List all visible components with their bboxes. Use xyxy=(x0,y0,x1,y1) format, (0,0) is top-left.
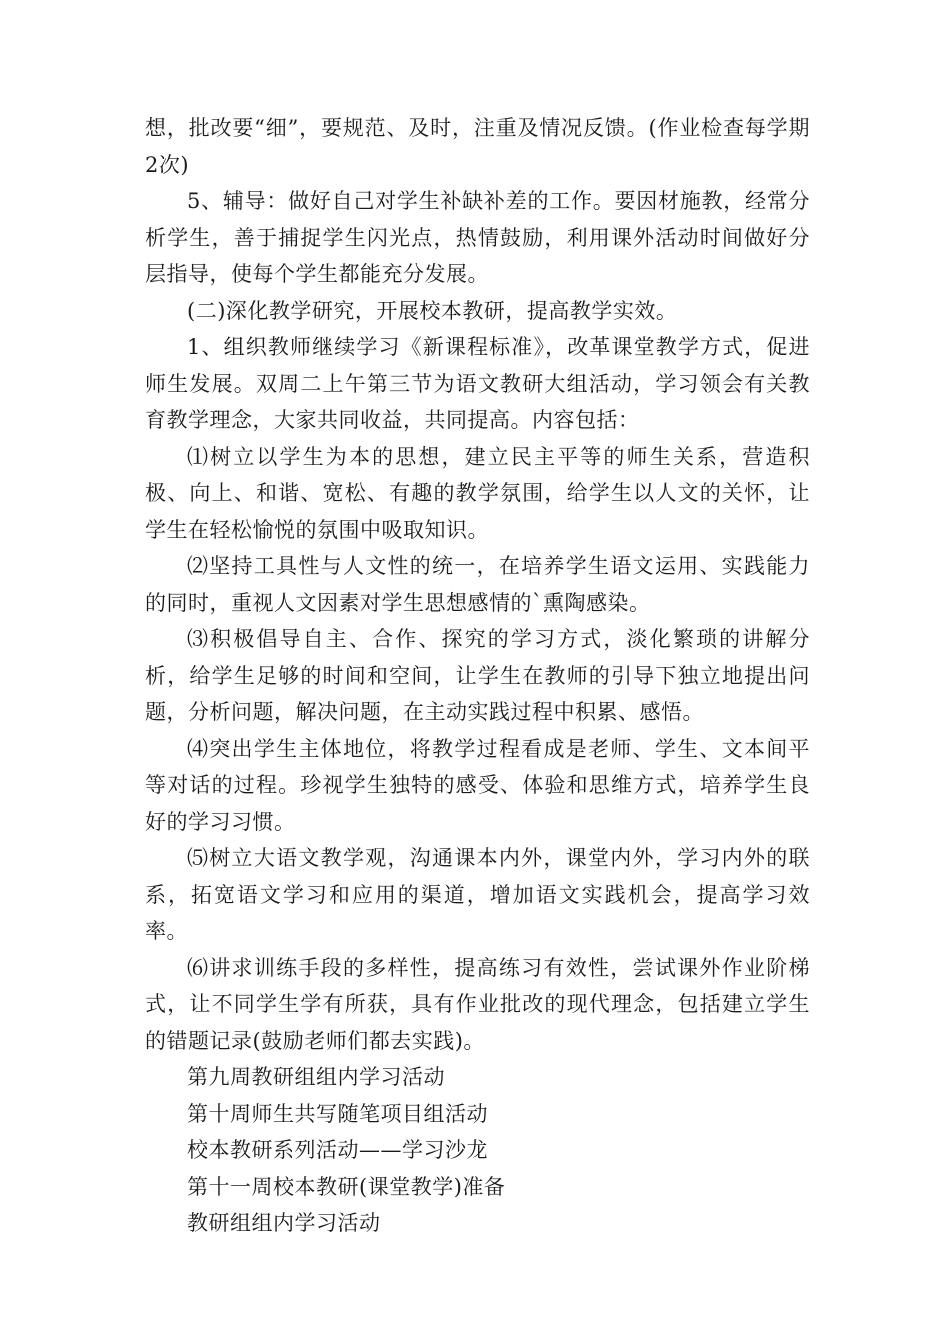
paragraph-item-3: ⑶积极倡导自主、合作、探究的学习方式，淡化繁琐的讲解分析，给学生足够的时间和空间，让学生在教师的引导下独立地提出问题，分析问题，解决问题，在主动实践过程中积累、感悟。 xyxy=(145,627,810,724)
schedule-week-10: 第十周师生共写随笔项目组活动 xyxy=(187,1101,488,1126)
schedule-salon: 校本教研系列活动——学习沙龙 xyxy=(187,1138,488,1162)
schedule-group-study: 教研组组内学习活动 xyxy=(187,1211,381,1235)
paragraph-homework-check: 想，批改要“细”，要规范、及时，注重及情况反馈。(作业检查每学期2次) xyxy=(145,116,810,177)
schedule-week-9: 第九周教研组组内学习活动 xyxy=(187,1065,445,1089)
paragraph-tutoring: 5、辅导：做好自己对学生补缺补差的工作。要因材施教，经常分析学生，善于捕捉学生闪光点，热情鼓励，利用课外活动时间做好分层指导，使每个学生都能充分发展。 xyxy=(145,189,810,286)
paragraph-item-5: ⑸树立大语文教学观，沟通课本内外，课堂内外，学习内外的联系，拓宽语文学习和应用的渠道，增加语文实践机会，提高学习效率。 xyxy=(145,846,810,943)
schedule-week-11: 第十一周校本教研(课堂教学)准备 xyxy=(187,1174,506,1199)
paragraph-section-two-heading: (二)深化教学研究，开展校本教研，提高教学实效。 xyxy=(187,298,678,323)
paragraph-item-1: ⑴树立以学生为本的思想，建立民主平等的师生关系，营造积极、向上、和谐、宽松、有趣的教学氛围，给学生以人文的关怀，让学生在轻松愉悦的氛围中吸取知识。 xyxy=(145,444,810,542)
paragraph-item-2: ⑵坚持工具性与人文性的统一，在培养学生语文运用、实践能力的同时，重视人文因素对学生思想感情的`熏陶感染。 xyxy=(145,554,810,615)
document-body xyxy=(145,110,810,1242)
paragraph-item-6: ⑹讲求训练手段的多样性，提高练习有效性，尝试课外作业阶梯式，让不同学生学有所获，具有作业批改的现代理念，包括建立学生的错题记录(鼓励老师们都去实践)。 xyxy=(145,955,810,1053)
paragraph-curriculum-study: 1、组织教师继续学习《新课程标准》，改革课堂教学方式，促进师生发展。双周二上午第三节为语文教研大组活动，学习领会有关教育教学理念，大家共同收益，共同提高。内容包括： xyxy=(145,335,810,432)
paragraph-item-4: ⑷突出学生主体地位，将教学过程看成是老师、学生、文本间平等对话的过程。珍视学生独特的感受、体验和思维方式，培养学生良好的学习习惯。 xyxy=(145,736,810,834)
